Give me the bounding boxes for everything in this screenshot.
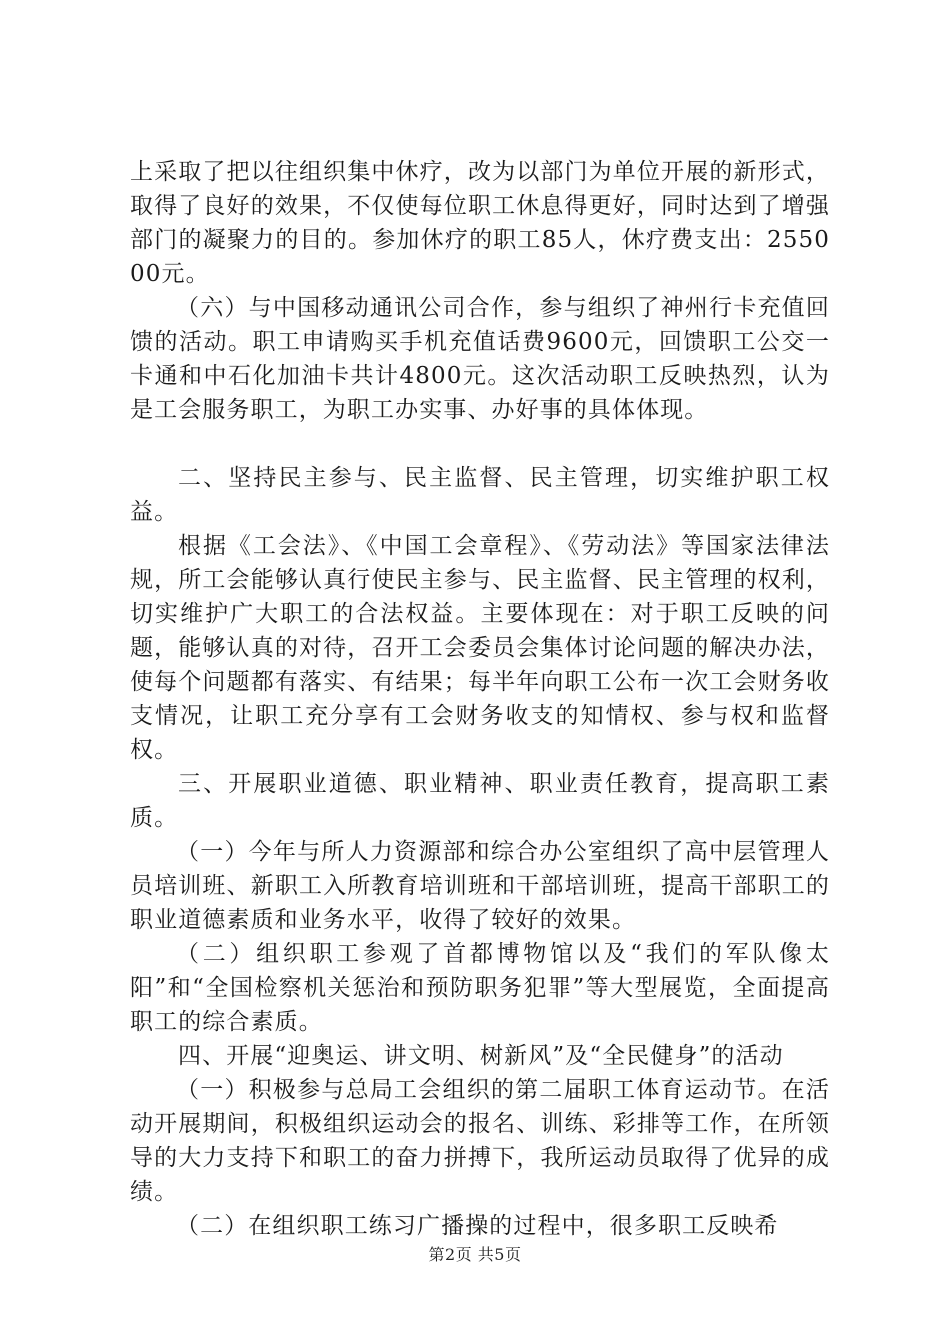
paragraph-exhibitions: （二）组织职工参观了首都博物馆以及“我们的军队像太阳”和“全国检察机关惩治和预防职务犯罪”等大型展览，全面提高职工的综合素质。 bbox=[130, 941, 830, 1035]
paragraph-broadcast-exercise: （二）在组织职工练习广播操的过程中，很多职工反映希 bbox=[176, 1213, 779, 1239]
paragraph-training: （一）今年与所人力资源部和综合办公室组织了高中层管理人员培训班、新职工入所教育培训班和干部培训班，提高干部职工的职业道德素质和业务水平，收得了较好的效果。 bbox=[130, 839, 830, 933]
paragraph-leisure-continuation: 上采取了把以往组织集中休疗，改为以部门为单位开展的新形式，取得了良好的效果，不仅使每位职工休息得更好，同时达到了增强部门的凝聚力的目的。参加休疗的职工85人，休疗费支出：255000元。 bbox=[130, 159, 830, 287]
section-heading-three: 三、开展职业道德、职业精神、职业责任教育，提高职工素质。 bbox=[130, 771, 830, 831]
page-number-footer: 第2页 共5页 bbox=[428, 1245, 522, 1264]
paragraph-item-six: （六）与中国移动通讯公司合作，参与组织了神州行卡充值回馈的活动。职工申请购买手机充值话费9600元，回馈职工公交一卡通和中石化加油卡共计4800元。这次活动职工反映热烈，认为是工会服务职工，为职工办实事、办好事的具体体现。 bbox=[130, 295, 830, 423]
paragraph-rights-protection: 根据《工会法》、《中国工会章程》、《劳动法》等国家法律法规，所工会能够认真行使民主参与、民主监督、民主管理的权利，切实维护广大职工的合法权益。主要体现在：对于职工反映的问题，能够认真的对待，召开工会委员会集体讨论问题的解决办法，使每个问题都有落实、有结果；每半年向职工公布一次工会财务收支情况，让职工充分享有工会财务收支的知情权、参与权和监督权。 bbox=[130, 533, 830, 763]
section-heading-four: 四、开展“迎奥运、讲文明、树新风”及“全民健身”的活动 bbox=[178, 1043, 784, 1069]
paragraph-sports-festival: （一）积极参与总局工会组织的第二届职工体育运动节。在活动开展期间，积极组织运动会的报名、训练、彩排等工作，在所领导的大力支持下和职工的奋力拼搏下，我所运动员取得了优异的成绩。 bbox=[130, 1077, 830, 1205]
paragraph-gap bbox=[130, 427, 830, 461]
section-heading-two: 二、坚持民主参与、民主监督、民主管理，切实维护职工权益。 bbox=[130, 465, 830, 525]
document-body bbox=[130, 155, 830, 1243]
